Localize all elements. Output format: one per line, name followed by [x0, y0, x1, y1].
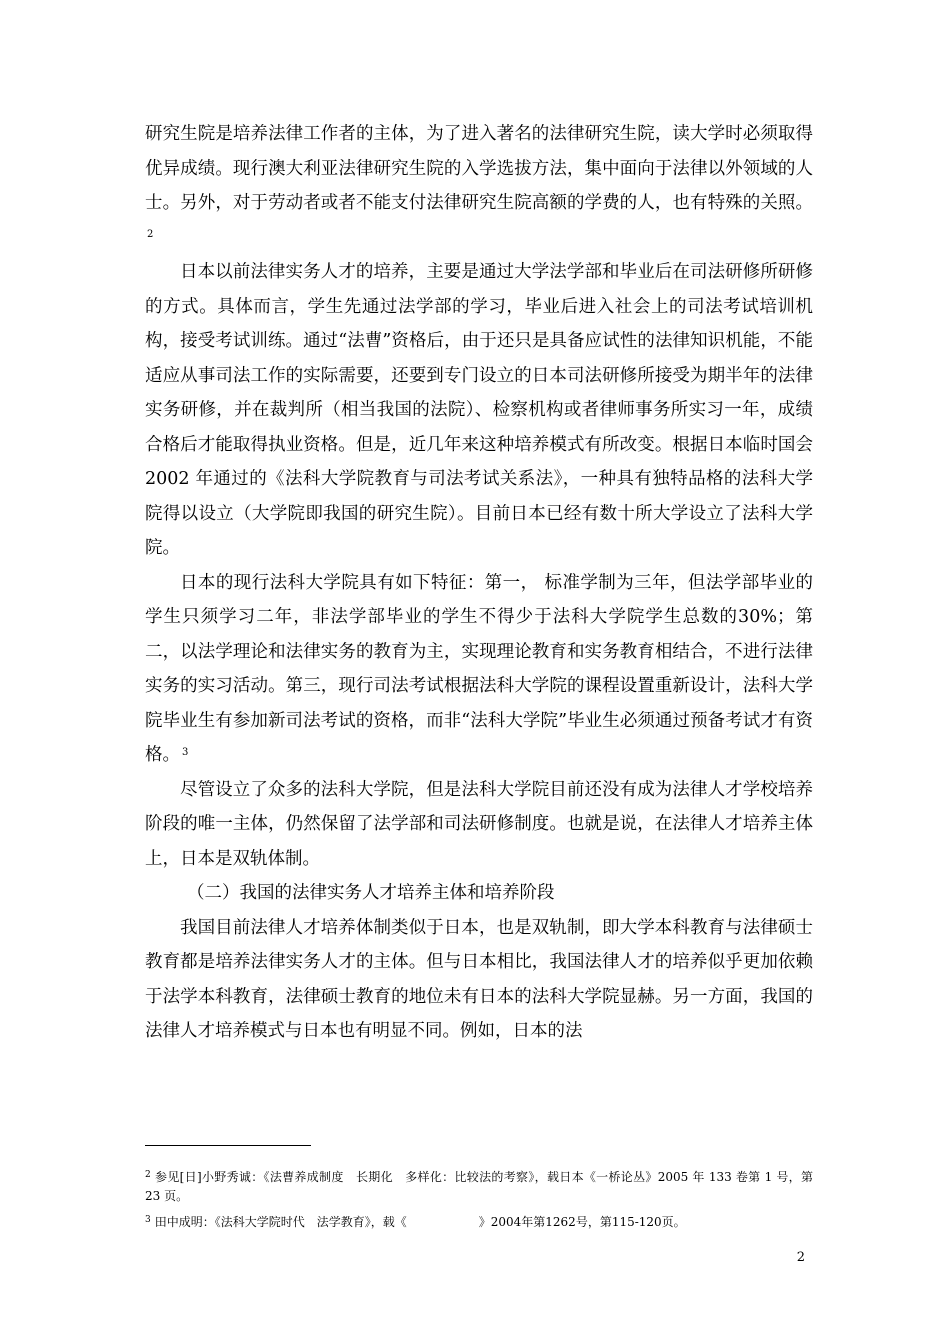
- footnote-text: 田中成明：《法科大学院时代 法学教育》，载《 》2004年第1262号，第115-120页。: [154, 1215, 686, 1230]
- footnote-ref-3[interactable]: 3: [182, 746, 189, 758]
- footnote-2: [145, 1166, 813, 1206]
- footnote-divider: [145, 1145, 311, 1146]
- footnote-3: [145, 1211, 813, 1232]
- paragraph-continued: [145, 117, 813, 255]
- footnote-text: 参见[日]小野秀诚：《法曹养成制度 长期化 多样化：比较法的考察》，载日本《一桥论丛》2005 年 133 卷第 1 号，第 23 页。: [145, 1170, 813, 1204]
- paragraph-text: 研究生院是培养法律工作者的主体，为了进入著名的法律研究生院，读大学时必须取得优异成绩。现行澳大利亚法律研究生院的入学选拔方法，集中面向于法律以外领域的人士。另外，对于劳动者或者不能支付法律研究生院高额的学费的人，也有特殊的关照。: [145, 124, 813, 213]
- section-heading: （二）我国的法律实务人才培养主体和培养阶段: [187, 883, 555, 903]
- paragraph-japan-training: [145, 255, 813, 566]
- body-text: [145, 117, 813, 1049]
- paragraph-text: 日本以前法律实务人才的培养，主要是通过大学法学部和毕业后在司法研修所研修的方式。具体而言，学生先通过法学部的学习，毕业后进入社会上的司法考试培训机构，接受考试训练。通过“法曹”资格后，由于还只是具备应试性的法律知识机能，不能适应从事司法工作的实际需要，还要到专门设立的日本司法研修所接受为期半年的法律实务研修，并在裁判所（相当我国的法院）、检察机构或者律师事务所实习一年，成绩合格后才能取得执业资格。但是，近几年来这种培养模式有所改变。根据日本临时国会 2002 年通过的《法科大学院教育与司法考试关系法》，一种具有独特品格的法科大学院得以设立（大学院即我国的研究生院）。目前日本已经有数十所大学设立了法科大学院。: [145, 262, 813, 558]
- paragraph-text: 尽管设立了众多的法科大学院，但是法科大学院目前还没有成为法律人才学校培养阶段的唯一主体，仍然保留了法学部和司法研修制度。也就是说，在法律人才培养主体上，日本是双轨体制。: [145, 779, 813, 869]
- footnote-ref-2[interactable]: 2: [147, 229, 154, 240]
- paragraph-law-school-features: [145, 566, 813, 773]
- paragraph-dual-track: [145, 773, 813, 877]
- page-number: 2: [796, 1250, 805, 1265]
- paragraph-text: 日本的现行法科大学院具有如下特征：第一， 标准学制为三年，但法学部毕业的学生只须学习二年，非法学部毕业的学生不得少于法科大学院学生总数的30%；第二，以法学理论和法律实务的教育为主，实现理论教育和实务教育相结合，不进行法律实务的实习活动。第三，现行司法考试根据法科大学院的课程设置重新设计，法科大学院毕业生有参加新司法考试的资格，而非“法科大学院”毕业生必须通过预备考试才有资格。: [145, 572, 813, 765]
- footnote-number: 3: [145, 1215, 151, 1226]
- paragraph-china-training: 我国目前法律人才培养体制类似于日本，也是双轨制，即大学本科教育与法律硕士教育都是培养法律实务人才的主体。但与日本相比，我国法律人才的培养似乎更加依赖于法学本科教育，法律硕士教育的地位未有日本的法科大学院显赫。另一方面，我国的法律人才培养模式与日本也有明显不同。例如，日本的法: [145, 917, 813, 1041]
- footnote-number: 2: [145, 1170, 151, 1180]
- footnotes: [145, 1166, 813, 1237]
